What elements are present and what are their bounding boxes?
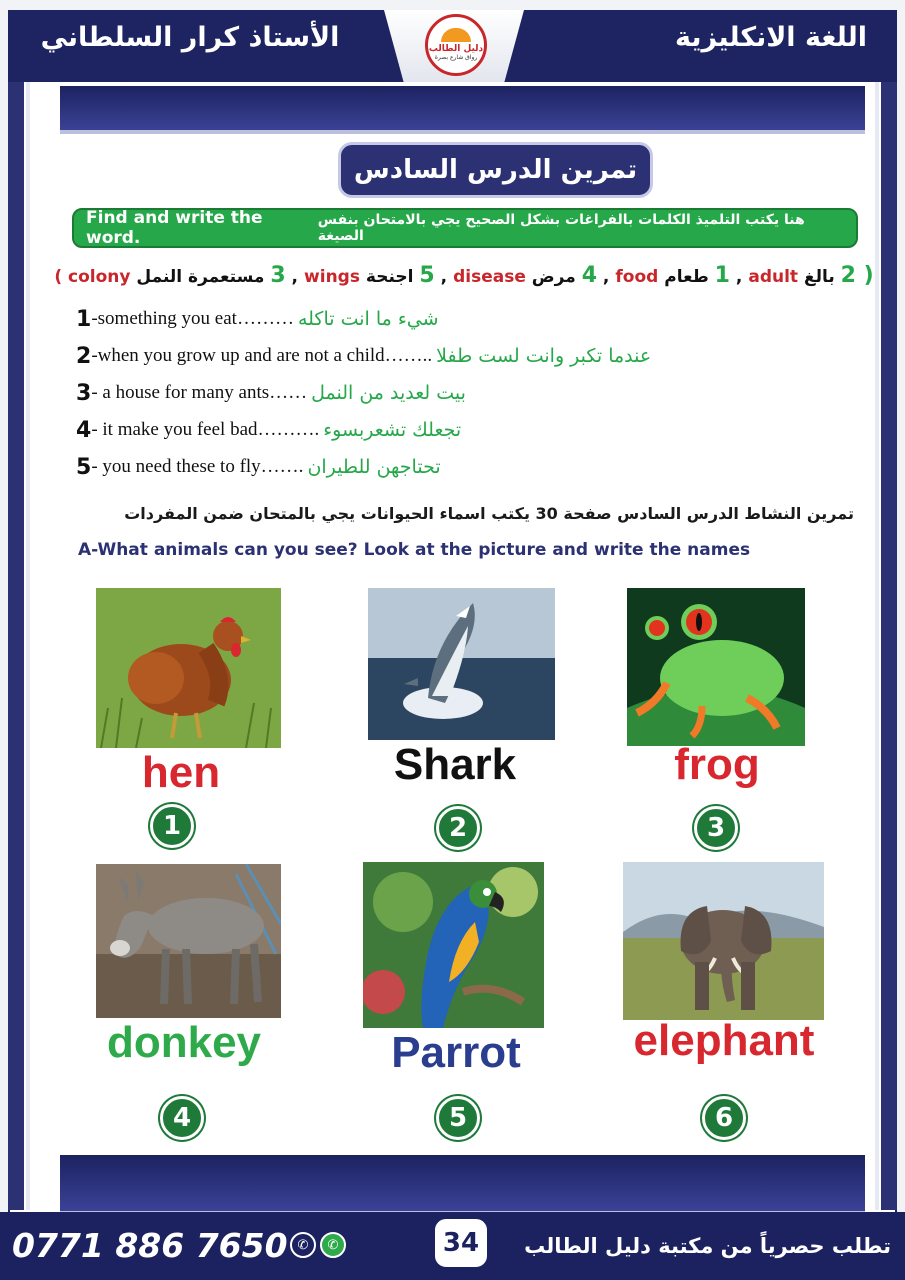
animal-word-donkey: donkey: [106, 1018, 262, 1067]
logo-text: دليل الطالب: [428, 44, 484, 54]
instruction-bar: [72, 208, 858, 248]
question-2: 2 -when you grow up and are not a child…….. عندما تكبر وانت لست طفلا: [76, 343, 652, 369]
question-4: 4 - it make you feel bad………. تجعلك تشعربسوء: [76, 417, 462, 443]
left-border: [8, 80, 24, 1210]
question-5: 5 - you need these to fly……. تحتاجهن للطيران: [76, 454, 441, 480]
animal-word-parrot: Parrot: [391, 1028, 521, 1077]
publisher-logo: [425, 14, 487, 76]
animal-word-hen: hen: [141, 748, 221, 797]
vocab-item: ( 2 بالغ adult: [748, 262, 874, 288]
question-1: 1 -something you eat……… شيء ما انت تاكله: [76, 306, 439, 332]
number-badge: 2: [436, 806, 480, 850]
answer-text: تحتاجهن للطيران: [307, 456, 441, 478]
elephant-image: [623, 862, 824, 1020]
animal-word-shark: Shark: [393, 740, 517, 789]
top-decorative-band: [60, 86, 865, 130]
lesson-title: تمرين الدرس السادس: [338, 142, 653, 198]
animal-word-frog: frog: [674, 740, 760, 789]
number-badge: 6: [702, 1096, 746, 1140]
vocab-item: , 4 مرض disease: [453, 262, 610, 288]
number-badge: 4: [160, 1096, 204, 1140]
question-3: 3 - a house for many ants…… بيت لعديد من النمل: [76, 380, 466, 406]
answer-text: شيء ما انت تاكله: [297, 308, 439, 330]
logo-subtext: رواق شارع بصرة: [434, 54, 478, 61]
instruction-arabic: هنا يكتب التلميذ الكلمات بالفراغات بشكل الصحيح يجي بالامتحان بنفس الصيغة: [317, 212, 805, 244]
vocabulary-list: [54, 260, 874, 290]
page-number: 34: [432, 1216, 490, 1270]
animal-word-elephant: elephant: [633, 1016, 815, 1065]
bottom-decorative-band: [60, 1155, 865, 1211]
parrot-image: [363, 862, 544, 1028]
shark-image: [368, 588, 555, 740]
number-badge: 3: [694, 806, 738, 850]
answer-text: عندما تكبر وانت لست طفلا: [436, 345, 652, 367]
right-border: [881, 80, 897, 1210]
number-badge: 5: [436, 1096, 480, 1140]
number-badge: 1: [150, 804, 194, 848]
sun-icon: [441, 28, 471, 42]
teacher-name: الأستاذ كرار السلطاني: [40, 22, 340, 53]
answer-text: تجعلك تشعربسوء: [323, 419, 462, 441]
whatsapp-icon: ✆: [320, 1232, 346, 1258]
phone-icon: ✆: [290, 1232, 316, 1258]
activity-note: تمرين النشاط الدرس السادس صفحة 30 يكتب اسماء الحيوانات يجي بالمتحان ضمن المفردات: [124, 504, 854, 523]
contact-icons: [290, 1232, 346, 1258]
vocab-item: , 3 مستعمرة النمل colony ): [54, 262, 299, 288]
answer-text: بيت لعديد من النمل: [311, 382, 466, 404]
donkey-image: [96, 864, 281, 1018]
hen-image: [96, 588, 281, 748]
vocab-item: , 1 طعام food: [615, 262, 743, 288]
phone-number: 0771 886 7650: [12, 1226, 288, 1265]
subject-title: اللغة الانكليزية: [675, 22, 867, 53]
instruction-english: Find and write the word.: [86, 208, 263, 248]
footer-tagline: تطلب حصرياً من مكتبة دليل الطالب: [524, 1234, 891, 1258]
frog-image: [627, 588, 805, 746]
activity-instruction: A-What animals can you see? Look at the picture and write the names: [78, 540, 751, 560]
vocab-item: , 5 اجنحة wings: [304, 262, 448, 288]
